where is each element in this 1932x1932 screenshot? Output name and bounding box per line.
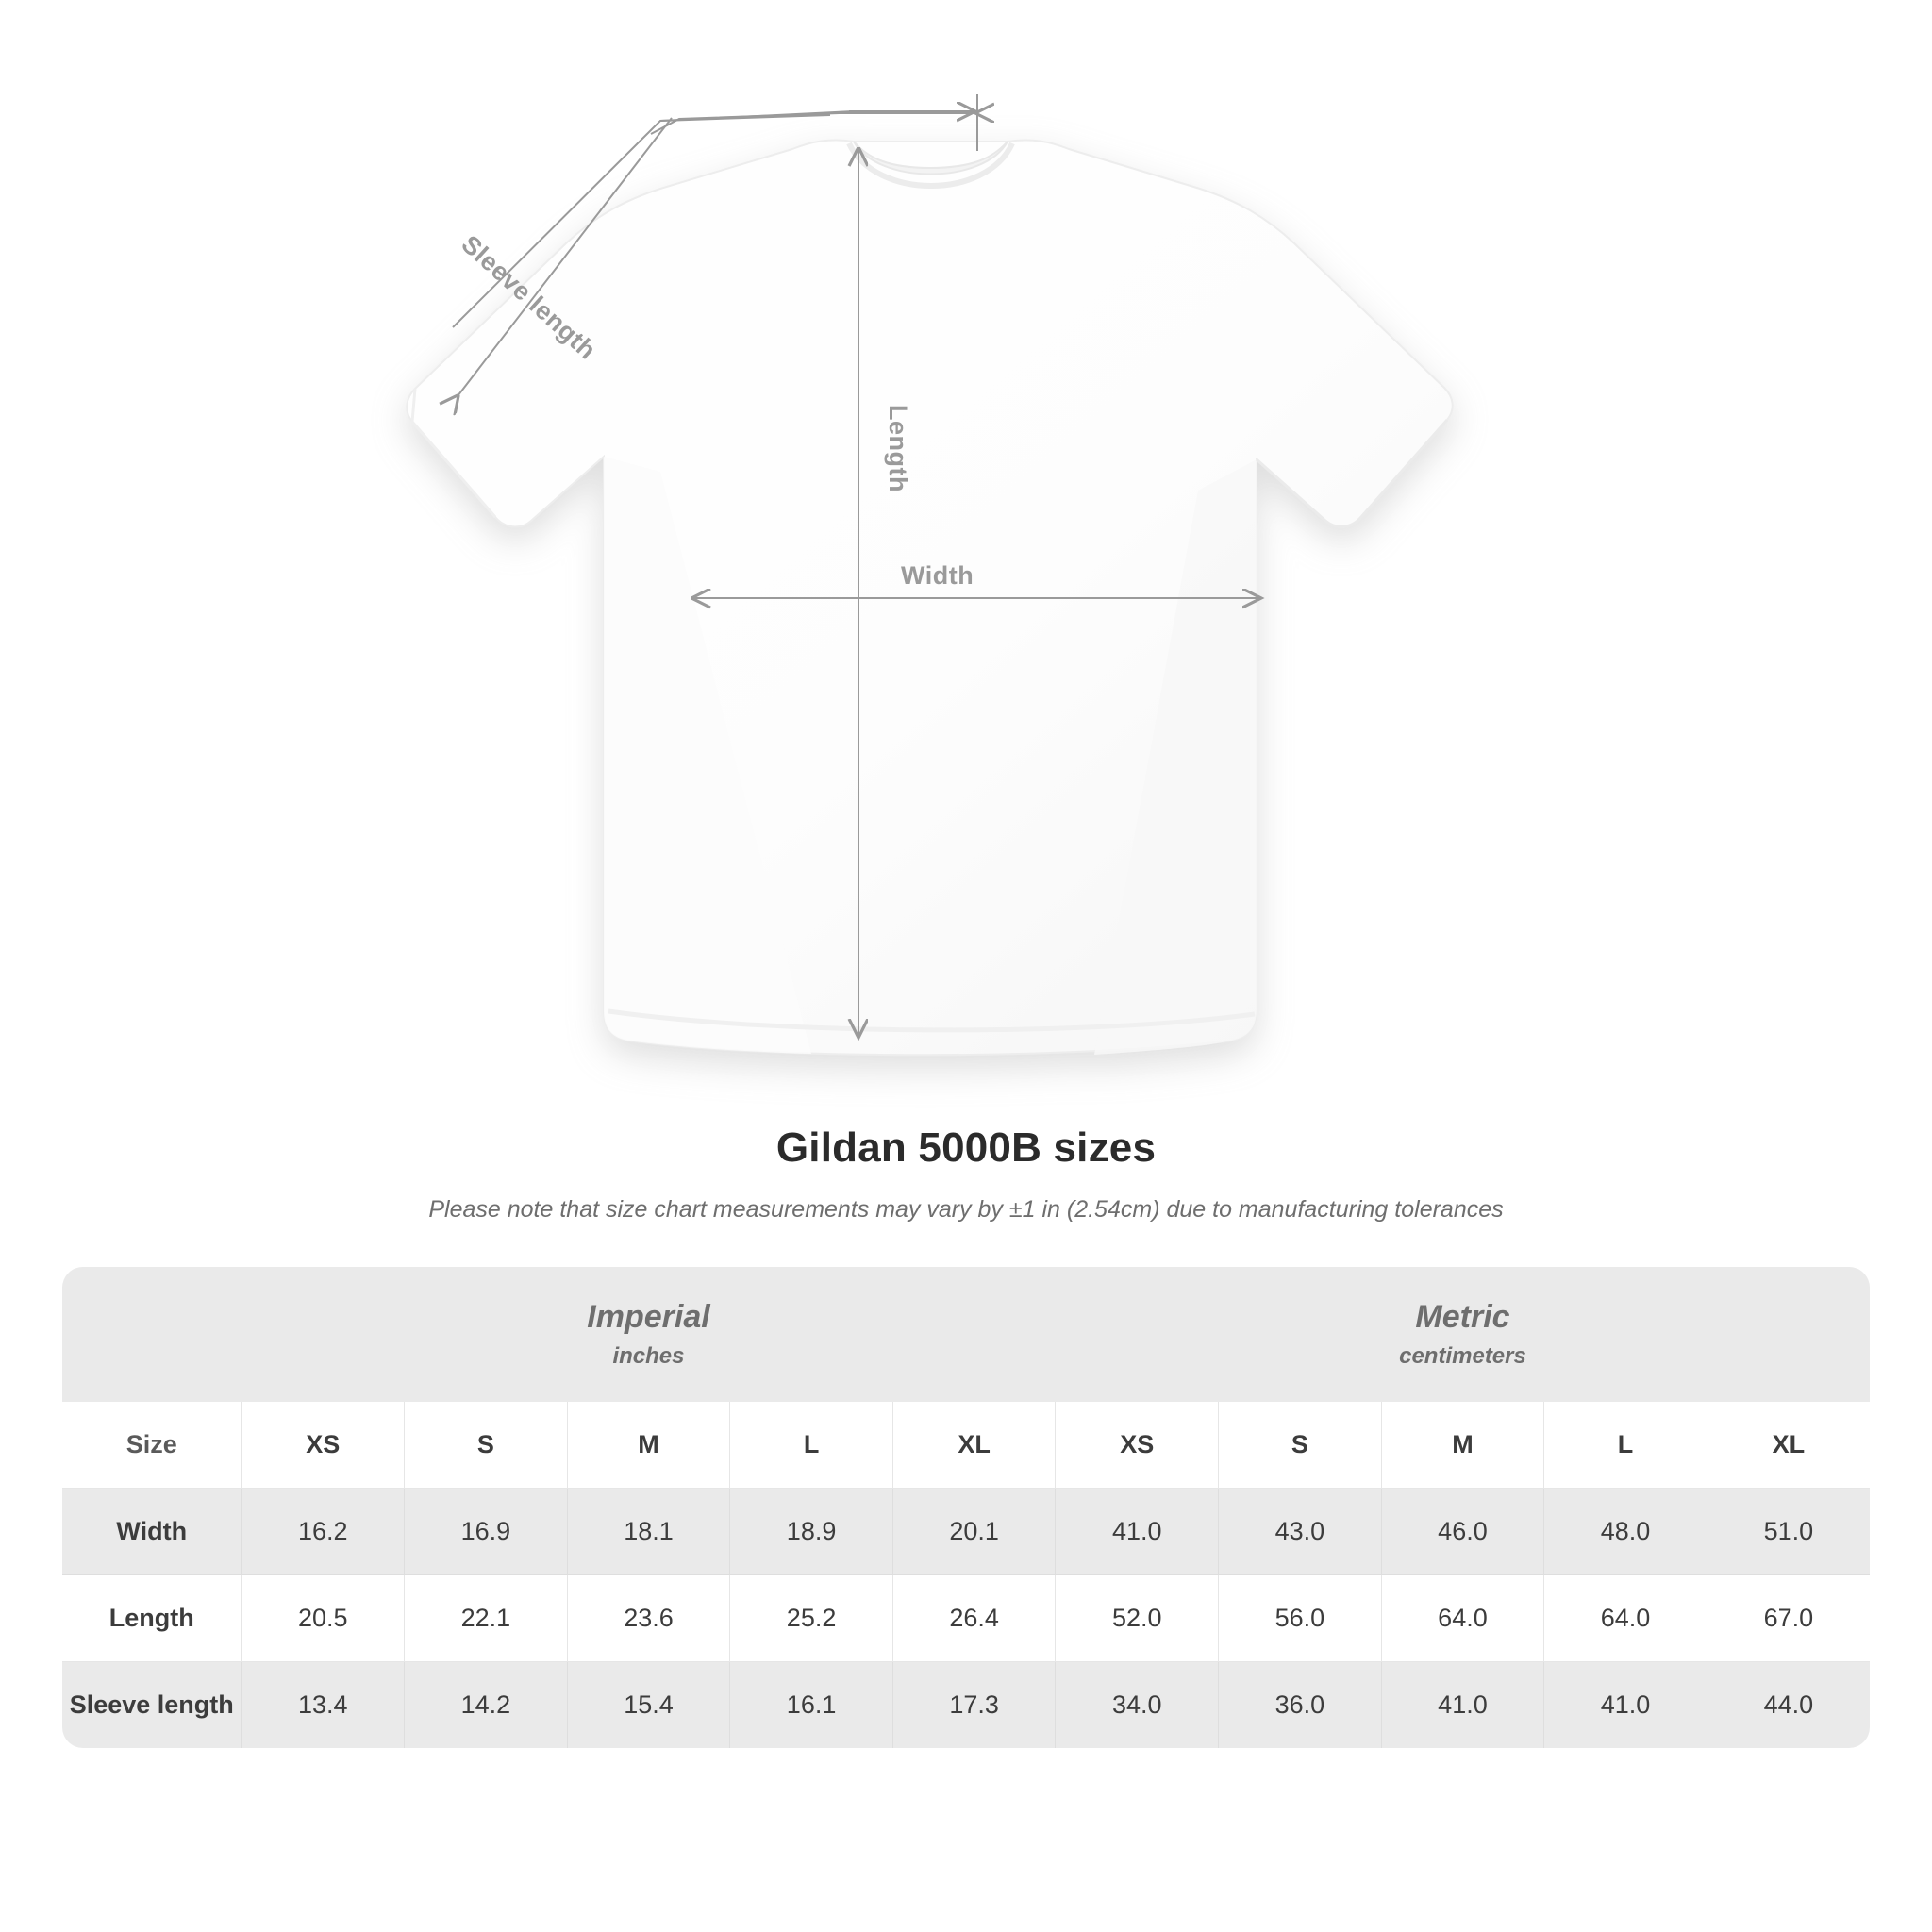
cell-width-imperial-s: 16.9 — [405, 1489, 568, 1575]
cell-width-metric-s: 43.0 — [1219, 1489, 1382, 1575]
cell-width-imperial-l: 18.9 — [730, 1489, 893, 1575]
unit-group-metric-name: Metric — [1415, 1299, 1510, 1335]
cell-width-metric-xs: 41.0 — [1056, 1489, 1219, 1575]
cell-sleeve-metric-xl: 44.0 — [1707, 1662, 1870, 1749]
header-imperial-xl: XL — [892, 1402, 1056, 1489]
cell-sleeve-imperial-l: 16.1 — [730, 1662, 893, 1749]
row-label-width: Width — [62, 1489, 242, 1575]
cell-sleeve-imperial-s: 14.2 — [405, 1662, 568, 1749]
size-table-container — [62, 1267, 1870, 1748]
cell-sleeve-metric-xs: 34.0 — [1056, 1662, 1219, 1749]
cell-width-imperial-m: 18.1 — [567, 1489, 730, 1575]
cell-sleeve-imperial-m: 15.4 — [567, 1662, 730, 1749]
header-imperial-s: S — [405, 1402, 568, 1489]
header-imperial-l: L — [730, 1402, 893, 1489]
table-row — [62, 1489, 1870, 1575]
unit-group-row — [62, 1267, 1870, 1402]
header-size: Size — [62, 1402, 242, 1489]
header-imperial-xs: XS — [242, 1402, 405, 1489]
cell-width-metric-m: 46.0 — [1381, 1489, 1544, 1575]
unit-group-imperial — [242, 1267, 1056, 1402]
header-metric-s: S — [1219, 1402, 1382, 1489]
cell-length-metric-s: 56.0 — [1219, 1575, 1382, 1662]
cell-width-metric-xl: 51.0 — [1707, 1489, 1870, 1575]
cell-width-imperial-xl: 20.1 — [892, 1489, 1056, 1575]
cell-length-imperial-s: 22.1 — [405, 1575, 568, 1662]
cell-width-metric-l: 48.0 — [1544, 1489, 1707, 1575]
size-table — [62, 1267, 1870, 1748]
width-label: Width — [901, 561, 974, 590]
cell-length-imperial-l: 25.2 — [730, 1575, 893, 1662]
cell-sleeve-metric-m: 41.0 — [1381, 1662, 1544, 1749]
unit-group-spacer — [62, 1267, 242, 1402]
sleeve-length-label: Sleeve length — [456, 229, 602, 365]
unit-group-metric-sub: centimeters — [1399, 1343, 1526, 1369]
cell-length-imperial-xs: 20.5 — [242, 1575, 405, 1662]
cell-sleeve-metric-s: 36.0 — [1219, 1662, 1382, 1749]
unit-group-metric — [1056, 1267, 1870, 1402]
unit-group-imperial-sub: inches — [612, 1343, 685, 1369]
length-label: Length — [883, 405, 912, 492]
cell-length-imperial-m: 23.6 — [567, 1575, 730, 1662]
header-metric-xs: XS — [1056, 1402, 1219, 1489]
cell-length-metric-xs: 52.0 — [1056, 1575, 1219, 1662]
cell-length-imperial-xl: 26.4 — [892, 1575, 1056, 1662]
table-row — [62, 1575, 1870, 1662]
row-label-sleeve-length: Sleeve length — [62, 1662, 242, 1749]
cell-length-metric-l: 64.0 — [1544, 1575, 1707, 1662]
cell-length-metric-m: 64.0 — [1381, 1575, 1544, 1662]
cell-sleeve-imperial-xl: 17.3 — [892, 1662, 1056, 1749]
row-label-length: Length — [62, 1575, 242, 1662]
cell-width-imperial-xs: 16.2 — [242, 1489, 405, 1575]
header-metric-xl: XL — [1707, 1402, 1870, 1489]
header-imperial-m: M — [567, 1402, 730, 1489]
table-row — [62, 1662, 1870, 1749]
size-header-row — [62, 1402, 1870, 1489]
cell-sleeve-imperial-xs: 13.4 — [242, 1662, 405, 1749]
cell-sleeve-metric-l: 41.0 — [1544, 1662, 1707, 1749]
header-metric-l: L — [1544, 1402, 1707, 1489]
cell-length-metric-xl: 67.0 — [1707, 1575, 1870, 1662]
header-metric-m: M — [1381, 1402, 1544, 1489]
tolerance-note: Please note that size chart measurements may vary by ±1 in (2.54cm) due to manufacturing tolerances — [428, 1196, 1504, 1223]
page-title: Gildan 5000B sizes — [775, 1124, 1157, 1171]
unit-group-imperial-name: Imperial — [587, 1299, 710, 1335]
